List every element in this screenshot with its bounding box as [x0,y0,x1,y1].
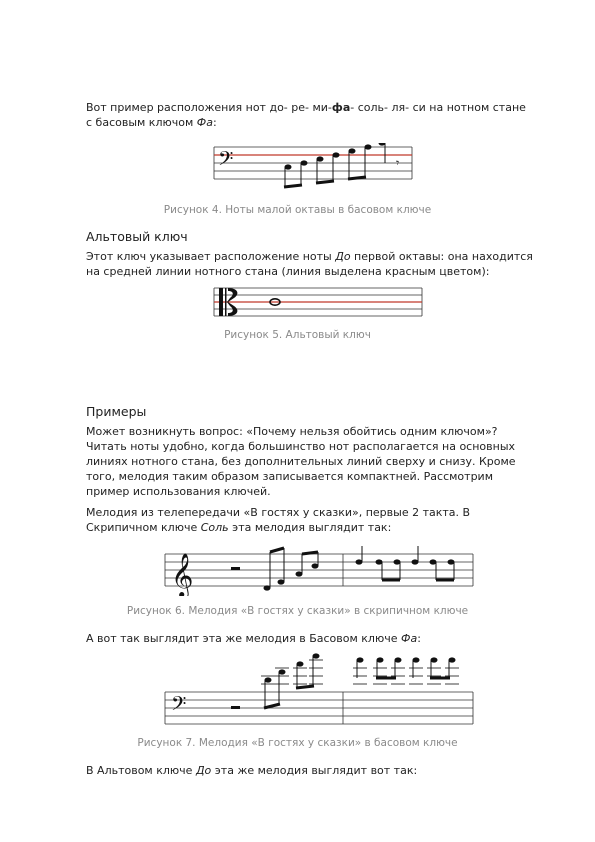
caption-figure-7: Рисунок 7. Мелодия «В гостях у сказки» в басовом ключе [137,737,458,749]
paragraph-alto-melody-intro: В Альтовом ключе До эта же мелодия выглядит вот так: [86,764,418,777]
figure-bass-melody [163,652,475,726]
figure-treble-melody [163,540,475,596]
svg-text:𝄾: 𝄾 [396,156,400,170]
figure-bass-notes [212,143,416,195]
paragraph-why-clefs: Может возникнуть вопрос: «Почему нельзя обойтись одним ключом»? Читать ноты удобно, когда большинство нот располагается на основных линиях нотного стана, без дополнительных линий сверху и снизу. Кроме того, мелодия таким образом записывается компактней. Рассмотрим пример использования ключей. [86,425,516,498]
caption-figure-5: Рисунок 5. Альтовый ключ [224,329,371,341]
paragraph-alto-intro: Этот ключ указывает расположение ноты До первой октавы: она находится на средней линии нотного стана (линия выделена красным цветом): [86,250,533,278]
paragraph-bass-intro: Вот пример расположения нот до- ре- ми-фа- соль- ля- си на нотном стане с басовым ключом Фа: [86,101,526,129]
caption-figure-6: Рисунок 6. Мелодия «В гостях у сказки» в скрипичном ключе [126,605,469,617]
figure-alto-clef [212,286,426,320]
svg-text:𝄢: 𝄢 [171,692,187,720]
paragraph-melody-intro: Мелодия из телепередачи «В гостях у сказки», первые 2 такта. В Скрипичном ключе Соль эта мелодия выглядит так: [86,506,471,534]
svg-text:𝄢: 𝄢 [218,147,234,175]
heading-examples: Примеры [86,404,147,419]
paragraph-bass-melody-intro: А вот так выглядит эта же мелодия в Басовом ключе Фа: [86,632,421,645]
heading-alto-clef: Альтовый ключ [86,229,188,244]
caption-figure-4: Рисунок 4. Ноты малой октавы в басовом ключе [163,204,432,216]
svg-text:𝄞: 𝄞 [171,553,194,596]
